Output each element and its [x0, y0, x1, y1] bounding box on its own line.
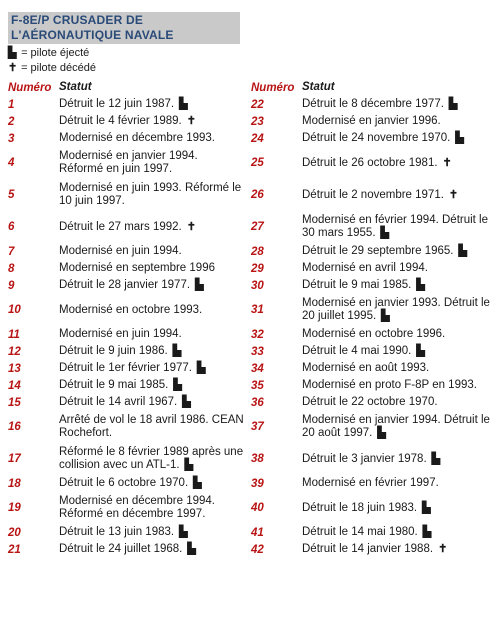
aircraft-number: 25 [251, 157, 264, 169]
column-header-status: Statut [59, 81, 92, 93]
deceased-pilot-cross-icon: ✝ [186, 220, 196, 233]
table-row [8, 394, 244, 411]
aircraft-number: 20 [8, 526, 21, 539]
aircraft-status [59, 541, 244, 558]
aircraft-status [59, 360, 244, 377]
aircraft-status [59, 492, 244, 524]
aircraft-number: 1 [8, 98, 15, 111]
aircraft-status [59, 326, 244, 343]
status-text: Détruit le 14 janvier 1988. [302, 543, 434, 555]
table-row [8, 294, 244, 326]
table-row [251, 492, 497, 524]
status-text: Modernisé en avril 1994. [302, 262, 428, 274]
aircraft-status [59, 524, 244, 541]
aircraft-status [59, 411, 244, 443]
aircraft-number: 32 [251, 328, 264, 341]
table-row [8, 475, 244, 492]
aircraft-number: 2 [8, 115, 15, 128]
table-row [251, 113, 497, 130]
aircraft-number: 7 [8, 245, 15, 258]
aircraft-status [59, 243, 244, 260]
table-header [8, 79, 244, 96]
ejected-pilot-icon: ▙ [179, 526, 188, 538]
table-row [251, 394, 497, 411]
aircraft-number: 12 [8, 345, 21, 358]
status-text: Détruit le 4 février 1989. [59, 115, 182, 127]
aircraft-status [302, 541, 497, 558]
ejected-pilot-icon: ▙ [172, 345, 182, 357]
ejected-pilot-icon: ▙ [448, 98, 458, 110]
ejected-pilot-icon: ▙ [179, 98, 188, 110]
table-row [251, 277, 497, 294]
status-text: Détruit le 24 novembre 1970. [302, 132, 451, 144]
ejected-pilot-icon: ▙ [182, 396, 191, 408]
table-row [8, 179, 244, 211]
aircraft-status [302, 243, 497, 260]
deceased-pilot-cross-icon: ✝ [438, 543, 448, 555]
table-row [8, 360, 244, 377]
ejected-pilot-icon: ▙ [431, 452, 441, 465]
status-text: Modernisé en octobre 1993. [59, 303, 203, 316]
aircraft-status [59, 394, 244, 411]
table-row [251, 475, 497, 492]
table-row [251, 147, 497, 179]
status-text: Réformé le 8 février 1989 après une collision avec un ATL-1. [59, 446, 244, 471]
status-text: Modernisé en proto F-8P en 1993. [302, 379, 477, 391]
aircraft-status [59, 113, 244, 130]
aircraft-status [302, 377, 497, 394]
aircraft-status [302, 277, 497, 294]
table-row [8, 492, 244, 524]
aircraft-status [302, 524, 497, 541]
aircraft-number: 17 [8, 453, 21, 465]
table-row [251, 211, 497, 243]
aircraft-status [59, 211, 244, 243]
status-text: Modernisé en février 1997. [302, 477, 439, 489]
status-text: Arrêté de vol le 18 avril 1986. CEAN Rochefort. [59, 414, 244, 439]
table-row [251, 411, 497, 443]
status-text: Détruit le 26 octobre 1981. [302, 156, 438, 169]
aircraft-number: 11 [8, 328, 20, 341]
aircraft-status [302, 179, 497, 211]
aircraft-status [59, 294, 244, 326]
table-row [251, 360, 497, 377]
aircraft-status [59, 343, 244, 360]
table-row [8, 343, 244, 360]
aircraft-number: 8 [8, 262, 15, 275]
aircraft-number: 16 [8, 421, 21, 433]
aircraft-number: 28 [251, 245, 264, 258]
status-text: Détruit le 1er février 1977. [59, 362, 192, 374]
aircraft-table-left [8, 79, 244, 558]
table-row [251, 524, 497, 541]
aircraft-number: 30 [251, 279, 264, 292]
aircraft-status [59, 277, 244, 294]
ejected-pilot-icon: ▙ [422, 501, 431, 514]
aircraft-number: 9 [8, 279, 15, 292]
table-row [251, 326, 497, 343]
column-header-status: Statut [302, 81, 335, 93]
status-text: Détruit le 2 novembre 1971. [302, 188, 444, 201]
aircraft-number: 38 [251, 453, 264, 465]
aircraft-status [302, 492, 497, 524]
status-text: Détruit le 6 octobre 1970. [59, 477, 189, 489]
aircraft-number: 4 [8, 157, 15, 169]
table-row [8, 377, 244, 394]
legend-deceased [8, 62, 96, 74]
table-row [251, 343, 497, 360]
status-text: Détruit le 3 janvier 1978. [302, 452, 427, 465]
aircraft-status [302, 443, 497, 475]
aircraft-number: 19 [8, 502, 21, 514]
ejected-pilot-icon: ▙ [455, 132, 464, 144]
table-row [8, 211, 244, 243]
table-header [251, 79, 497, 96]
status-text: Modernisé en janvier 1996. [302, 115, 441, 127]
table-row [251, 96, 497, 113]
ejected-pilot-icon: ▙ [196, 362, 206, 374]
ejected-pilot-icon: ▙ [184, 459, 194, 471]
status-text: Détruit le 14 avril 1967. [59, 396, 178, 408]
column-header-number: Numéro [8, 81, 52, 94]
aircraft-number: 13 [8, 362, 21, 375]
status-text: Modernisé en février 1994. Détruit le 30 mars 1955. [302, 214, 489, 239]
table-row [8, 96, 244, 113]
aircraft-status [302, 475, 497, 492]
status-text: Détruit le 14 mai 1980. [302, 526, 418, 538]
table-row [8, 130, 244, 147]
table-row [8, 524, 244, 541]
status-text: Détruit le 22 octobre 1970. [302, 396, 438, 408]
table-row [251, 130, 497, 147]
aircraft-number: 39 [251, 477, 264, 490]
aircraft-number: 40 [251, 502, 264, 514]
column-header-number: Numéro [251, 81, 295, 94]
table-row [251, 179, 497, 211]
aircraft-number: 6 [8, 221, 15, 233]
table-row [8, 243, 244, 260]
aircraft-number: 23 [251, 115, 264, 128]
status-text: Modernisé en décembre 1993. [59, 132, 215, 144]
status-text: Détruit le 9 mai 1985. [59, 379, 169, 391]
status-text: Détruit le 18 juin 1983. [302, 501, 418, 514]
table-row [8, 277, 244, 294]
aircraft-status [302, 96, 497, 113]
table-row [8, 147, 244, 179]
aircraft-status [302, 260, 497, 277]
aircraft-status [59, 130, 244, 147]
aircraft-number: 41 [251, 526, 264, 539]
deceased-pilot-cross-icon: ✝ [448, 188, 459, 201]
status-text: Détruit le 28 janvier 1977. [59, 279, 191, 291]
aircraft-number: 22 [251, 98, 264, 111]
legend-ejected-label: = pilote éjecté [21, 47, 90, 59]
ejected-pilot-icon: ▙ [173, 379, 182, 391]
ejected-pilot-icon: ▙ [381, 310, 390, 322]
table-row [8, 443, 244, 475]
ejected-pilot-icon: ▙ [416, 279, 425, 291]
ejected-pilot-icon: ▙ [458, 245, 467, 257]
table-row [8, 113, 244, 130]
status-text: Détruit le 4 mai 1990. [302, 345, 412, 357]
aircraft-number: 27 [251, 221, 264, 233]
table-row [251, 294, 497, 326]
status-text: Modernisé en août 1993. [302, 362, 430, 374]
status-text: Détruit le 8 décembre 1977. [302, 98, 444, 110]
aircraft-status [59, 377, 244, 394]
status-text: Modernisé en septembre 1996 [59, 262, 215, 274]
aircraft-number: 10 [8, 304, 21, 316]
aircraft-number: 37 [251, 421, 264, 433]
aircraft-status [302, 211, 497, 243]
table-row [251, 443, 497, 475]
aircraft-number: 21 [8, 543, 21, 556]
aircraft-status [59, 443, 244, 475]
table-row [251, 243, 497, 260]
status-text: Modernisé en janvier 1994. Réformé en juin 1997. [59, 150, 198, 175]
aircraft-number: 33 [251, 345, 264, 358]
status-text: Modernisé en juin 1994. [59, 245, 182, 257]
aircraft-status [59, 260, 244, 277]
deceased-pilot-cross-icon: ✝ [8, 62, 18, 74]
aircraft-number: 5 [8, 189, 15, 201]
table-row [251, 260, 497, 277]
aircraft-status [302, 130, 497, 147]
ejected-pilot-icon: ▙ [193, 477, 202, 489]
table-row [251, 377, 497, 394]
aircraft-status [302, 147, 497, 179]
status-text: Détruit le 12 juin 1987. [59, 98, 175, 110]
status-text: Détruit le 9 juin 1986. [59, 345, 168, 357]
status-text: Modernisé en juin 1993. Réformé le 10 juin 1997. [59, 182, 242, 207]
status-text: Détruit le 13 juin 1983. [59, 526, 175, 538]
aircraft-status [59, 179, 244, 211]
deceased-pilot-cross-icon: ✝ [186, 115, 196, 127]
aircraft-status [302, 294, 497, 326]
table-row [8, 411, 244, 443]
status-text: Modernisé en janvier 1993. Détruit le 20 juillet 1995. [302, 297, 490, 322]
aircraft-status [302, 343, 497, 360]
aircraft-status [302, 326, 497, 343]
status-text: Détruit le 9 mai 1985. [302, 279, 412, 291]
aircraft-status [59, 96, 244, 113]
aircraft-number: 36 [251, 396, 264, 409]
legend-deceased-label: = pilote décédé [21, 62, 96, 74]
ejected-pilot-icon: ▙ [416, 345, 425, 357]
aircraft-number: 14 [8, 379, 21, 392]
page-title: F-8E/P CRUSADER DE L'AÉRONAUTIQUE NAVALE [8, 12, 240, 44]
ejected-pilot-icon: ▙ [422, 526, 432, 538]
status-text: Modernisé en juin 1994. [59, 328, 182, 340]
legend-ejected [8, 47, 89, 59]
ejected-pilot-icon: ▙ [187, 543, 196, 555]
status-text: Détruit le 24 juillet 1968. [59, 543, 183, 555]
table-row [8, 541, 244, 558]
aircraft-number: 18 [8, 477, 21, 490]
aircraft-number: 31 [251, 304, 264, 316]
aircraft-number: 24 [251, 132, 264, 145]
ejected-pilot-icon: ▙ [8, 47, 17, 59]
aircraft-status [302, 411, 497, 443]
aircraft-status [59, 475, 244, 492]
aircraft-number: 3 [8, 132, 15, 145]
aircraft-number: 35 [251, 379, 264, 392]
aircraft-status [302, 394, 497, 411]
aircraft-number: 34 [251, 362, 264, 375]
status-text: Modernisé en janvier 1994. Détruit le 20 août 1997. [302, 414, 490, 439]
status-text: Détruit le 29 septembre 1965. [302, 245, 454, 257]
ejected-pilot-icon: ▙ [195, 279, 204, 291]
aircraft-status [59, 147, 244, 179]
status-text: Modernisé en octobre 1996. [302, 328, 446, 340]
aircraft-number: 42 [251, 543, 264, 556]
aircraft-number: 29 [251, 262, 264, 275]
aircraft-table-right [251, 79, 497, 558]
ejected-pilot-icon: ▙ [380, 227, 389, 239]
status-text: Détruit le 27 mars 1992. [59, 220, 182, 233]
status-text: Modernisé en décembre 1994. Réformé en décembre 1997. [59, 495, 215, 520]
aircraft-number: 26 [251, 189, 264, 201]
table-row [8, 326, 244, 343]
table-row [251, 541, 497, 558]
table-row [8, 260, 244, 277]
ejected-pilot-icon: ▙ [377, 427, 386, 439]
aircraft-number: 15 [8, 396, 21, 409]
aircraft-status [302, 360, 497, 377]
deceased-pilot-cross-icon: ✝ [442, 156, 452, 169]
aircraft-status [302, 113, 497, 130]
